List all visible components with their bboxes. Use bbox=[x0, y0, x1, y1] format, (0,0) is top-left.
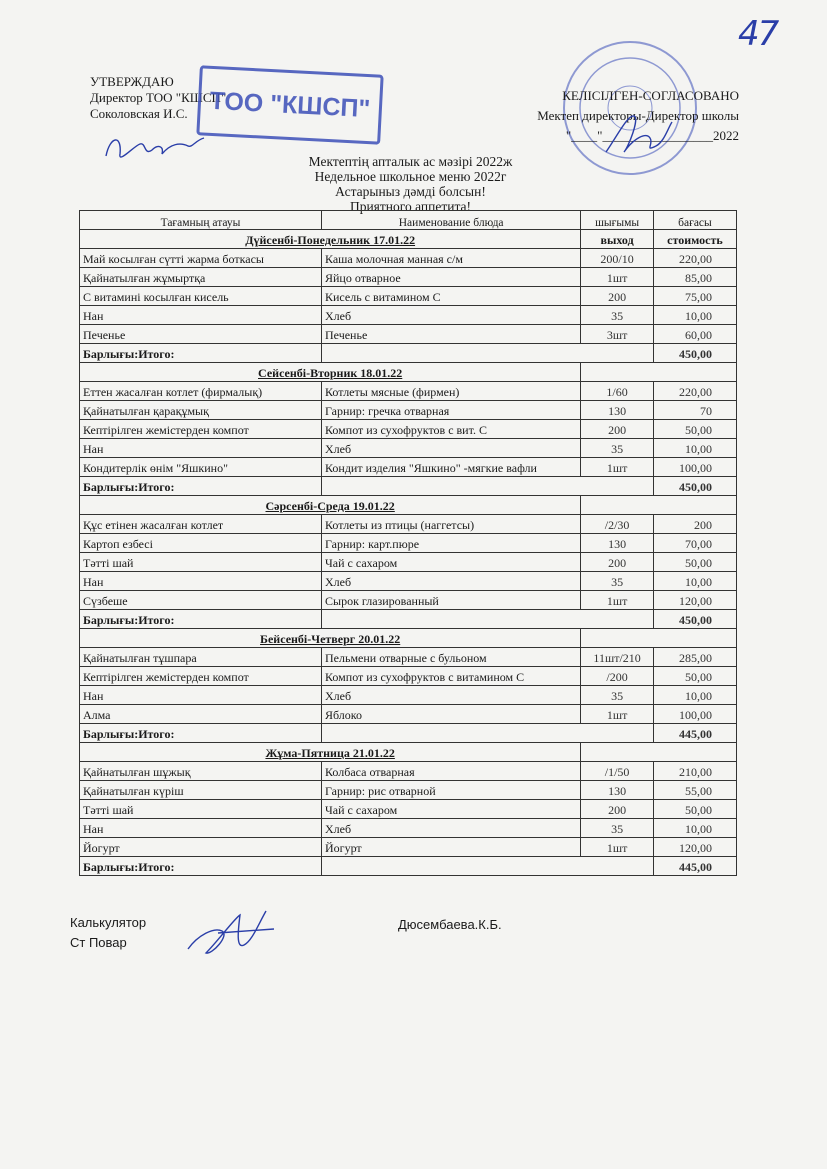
total-value: 450,00 bbox=[653, 610, 736, 629]
dish-name-ru: Хлеб bbox=[322, 819, 581, 838]
dish-portion: 11шт/210 bbox=[581, 648, 654, 667]
table-row bbox=[80, 800, 737, 819]
menu-table-body bbox=[80, 211, 737, 876]
dish-name-ru: Хлеб bbox=[322, 686, 581, 705]
approval-title: УТВЕРЖДАЮ bbox=[90, 74, 174, 89]
total-row bbox=[80, 344, 737, 363]
dish-name-kz: Тәтті шай bbox=[80, 553, 322, 572]
dish-portion: 1шт bbox=[581, 458, 654, 477]
dish-portion: /1/50 bbox=[581, 762, 654, 781]
day-header-row bbox=[80, 230, 737, 249]
table-row bbox=[80, 268, 737, 287]
menu-table bbox=[79, 210, 737, 876]
dish-name-ru: Каша молочная манная с/м bbox=[322, 249, 581, 268]
dish-price: 220,00 bbox=[653, 249, 736, 268]
dish-name-kz: Құс етінен жасалған котлет bbox=[80, 515, 322, 534]
table-row bbox=[80, 382, 737, 401]
table-header-row bbox=[80, 211, 737, 230]
agreed-title: КЕЛІСІЛГЕН-СОГЛАСОВАНО bbox=[562, 88, 739, 103]
stamp-text: ТОО "КШСП" bbox=[209, 86, 371, 123]
dish-price: 70,00 bbox=[653, 534, 736, 553]
total-value: 450,00 bbox=[653, 344, 736, 363]
table-row bbox=[80, 515, 737, 534]
header-qty-ru: выход bbox=[581, 230, 654, 249]
empty-cell bbox=[581, 743, 737, 762]
header-price-ru: стоимость bbox=[653, 230, 736, 249]
dish-name-ru: Пельмени отварные с бульоном bbox=[322, 648, 581, 667]
dish-portion: 200 bbox=[581, 420, 654, 439]
dish-name-kz: Алма bbox=[80, 705, 322, 724]
total-label: Барлығы:Итого: bbox=[80, 610, 322, 629]
day-name: Дүйсенбі-Понедельник 17.01.22 bbox=[80, 230, 581, 249]
total-label: Барлығы:Итого: bbox=[80, 477, 322, 496]
footer-name: Дюсембаева.К.Б. bbox=[398, 917, 502, 932]
dish-name-kz: Кондитерлік өнім "Яшкино" bbox=[80, 458, 322, 477]
empty-cell bbox=[581, 629, 737, 648]
table-row bbox=[80, 553, 737, 572]
heading-kz-title: Мектептің апталык ас мәзірі 2022ж bbox=[308, 154, 513, 169]
dish-price: 55,00 bbox=[653, 781, 736, 800]
table-row bbox=[80, 781, 737, 800]
dish-price: 10,00 bbox=[653, 439, 736, 458]
footer-role-calculator: Калькулятор bbox=[70, 915, 147, 930]
empty-cell bbox=[581, 363, 737, 382]
dish-portion: 35 bbox=[581, 819, 654, 838]
total-row bbox=[80, 857, 737, 876]
dish-price: 220,00 bbox=[653, 382, 736, 401]
header-qty-kz: шығымы bbox=[581, 211, 654, 230]
table-row bbox=[80, 667, 737, 686]
dish-portion: 130 bbox=[581, 781, 654, 800]
total-label: Барлығы:Итого: bbox=[80, 857, 322, 876]
table-row bbox=[80, 249, 737, 268]
day-name: Жұма-Пятница 21.01.22 bbox=[80, 743, 581, 762]
empty-cell bbox=[322, 477, 654, 496]
empty-cell bbox=[322, 610, 654, 629]
table-row bbox=[80, 572, 737, 591]
table-row bbox=[80, 420, 737, 439]
total-label: Барлығы:Итого: bbox=[80, 344, 322, 363]
calculator-signature bbox=[178, 905, 278, 965]
day-header-row bbox=[80, 629, 737, 648]
dish-price: 10,00 bbox=[653, 306, 736, 325]
dish-name-kz: Қайнатылған тұшпара bbox=[80, 648, 322, 667]
dish-name-ru: Гарнир: рис отварной bbox=[322, 781, 581, 800]
dish-portion: 1шт bbox=[581, 705, 654, 724]
dish-name-ru: Чай с сахаром bbox=[322, 800, 581, 819]
dish-price: 100,00 bbox=[653, 705, 736, 724]
table-row bbox=[80, 838, 737, 857]
total-row bbox=[80, 477, 737, 496]
total-value: 445,00 bbox=[653, 857, 736, 876]
dish-name-kz: Печенье bbox=[80, 325, 322, 344]
table-row bbox=[80, 401, 737, 420]
dish-portion: 35 bbox=[581, 439, 654, 458]
dish-name-kz: Нан bbox=[80, 686, 322, 705]
dish-name-kz: Йогурт bbox=[80, 838, 322, 857]
table-row bbox=[80, 306, 737, 325]
heading-kz-wish: Астарыныз дәмді болсын! bbox=[335, 184, 486, 199]
dish-name-kz: Қайнатылған қарақұмық bbox=[80, 401, 322, 420]
dish-portion: 1шт bbox=[581, 591, 654, 610]
dish-price: 70 bbox=[653, 401, 736, 420]
dish-portion: 130 bbox=[581, 401, 654, 420]
empty-cell bbox=[581, 496, 737, 515]
dish-portion: 1шт bbox=[581, 838, 654, 857]
dish-price: 120,00 bbox=[653, 591, 736, 610]
dish-name-kz: Сүзбеше bbox=[80, 591, 322, 610]
dish-price: 50,00 bbox=[653, 667, 736, 686]
heading-ru-title: Недельное школьное меню 2022г bbox=[314, 169, 507, 184]
total-row bbox=[80, 724, 737, 743]
dish-name-ru: Хлеб bbox=[322, 439, 581, 458]
page-number: 47 bbox=[738, 14, 778, 54]
dish-price: 100,00 bbox=[653, 458, 736, 477]
empty-cell bbox=[322, 344, 654, 363]
dish-portion: 130 bbox=[581, 534, 654, 553]
table-row bbox=[80, 705, 737, 724]
dish-portion: 3шт bbox=[581, 325, 654, 344]
dish-portion: 200 bbox=[581, 800, 654, 819]
day-header-row bbox=[80, 496, 737, 515]
dish-price: 10,00 bbox=[653, 819, 736, 838]
empty-cell bbox=[322, 857, 654, 876]
dish-name-ru: Котлеты из птицы (наггетсы) bbox=[322, 515, 581, 534]
dish-price: 10,00 bbox=[653, 686, 736, 705]
table-row bbox=[80, 325, 737, 344]
header-price-kz: бағасы bbox=[653, 211, 736, 230]
table-row bbox=[80, 819, 737, 838]
dish-price: 210,00 bbox=[653, 762, 736, 781]
dish-price: 85,00 bbox=[653, 268, 736, 287]
table-row bbox=[80, 534, 737, 553]
dish-name-ru: Гарнир: карт.пюре bbox=[322, 534, 581, 553]
dish-name-ru: Яйцо отварное bbox=[322, 268, 581, 287]
dish-portion: 35 bbox=[581, 572, 654, 591]
dish-name-kz: Қайнатылған шұжық bbox=[80, 762, 322, 781]
day-name: Сәрсенбі-Среда 19.01.22 bbox=[80, 496, 581, 515]
footer-role-chef: Ст Повар bbox=[70, 935, 127, 950]
dish-name-kz: Нан bbox=[80, 819, 322, 838]
dish-price: 50,00 bbox=[653, 800, 736, 819]
total-value: 450,00 bbox=[653, 477, 736, 496]
table-row bbox=[80, 591, 737, 610]
footer-roles bbox=[70, 913, 146, 953]
dish-name-ru: Хлеб bbox=[322, 572, 581, 591]
dish-price: 50,00 bbox=[653, 420, 736, 439]
table-row bbox=[80, 762, 737, 781]
dish-portion: /200 bbox=[581, 667, 654, 686]
dish-name-ru: Компот из сухофруктов с вит. С bbox=[322, 420, 581, 439]
dish-name-kz: Қайнатылған күріш bbox=[80, 781, 322, 800]
empty-cell bbox=[322, 724, 654, 743]
dish-name-kz: Нан bbox=[80, 306, 322, 325]
dish-portion: 1шт bbox=[581, 268, 654, 287]
agreed-director: Мектеп директоры-Директор школы bbox=[537, 108, 739, 123]
dish-name-kz: Қайнатылған жұмыртқа bbox=[80, 268, 322, 287]
dish-name-kz: Май косылған сүтті жарма боткасы bbox=[80, 249, 322, 268]
header-ru-name: Наименование блюда bbox=[322, 211, 581, 230]
approval-director: Директор ТОО "КШСП" bbox=[90, 90, 227, 105]
dish-name-kz: С витамині косылған кисель bbox=[80, 287, 322, 306]
dish-name-kz: Нан bbox=[80, 572, 322, 591]
total-row bbox=[80, 610, 737, 629]
dish-name-ru: Сырок глазированный bbox=[322, 591, 581, 610]
day-header-row bbox=[80, 743, 737, 762]
dish-name-ru: Котлеты мясные (фирмен) bbox=[322, 382, 581, 401]
dish-portion: 35 bbox=[581, 306, 654, 325]
dish-price: 10,00 bbox=[653, 572, 736, 591]
dish-name-kz: Еттен жасалған котлет (фирмалық) bbox=[80, 382, 322, 401]
dish-price: 285,00 bbox=[653, 648, 736, 667]
dish-price: 50,00 bbox=[653, 553, 736, 572]
dish-name-ru: Компот из сухофруктов с витамином С bbox=[322, 667, 581, 686]
dish-name-ru: Колбаса отварная bbox=[322, 762, 581, 781]
director-signature-right bbox=[598, 108, 678, 158]
dish-name-ru: Хлеб bbox=[322, 306, 581, 325]
header-kz-name: Тағамның атауы bbox=[80, 211, 322, 230]
dish-name-ru: Йогурт bbox=[322, 838, 581, 857]
dish-name-ru: Яблоко bbox=[322, 705, 581, 724]
dish-name-kz: Картоп езбесі bbox=[80, 534, 322, 553]
dish-name-ru: Гарнир: гречка отварная bbox=[322, 401, 581, 420]
company-stamp bbox=[196, 65, 383, 145]
total-label: Барлығы:Итого: bbox=[80, 724, 322, 743]
dish-name-kz: Кептірілген жемістерден компот bbox=[80, 420, 322, 439]
table-row bbox=[80, 458, 737, 477]
dish-portion: 200 bbox=[581, 287, 654, 306]
table-row bbox=[80, 287, 737, 306]
day-name: Бейсенбі-Четверг 20.01.22 bbox=[80, 629, 581, 648]
dish-price: 75,00 bbox=[653, 287, 736, 306]
approval-director-name: Соколовская И.С. bbox=[90, 106, 188, 121]
dish-name-ru: Печенье bbox=[322, 325, 581, 344]
dish-name-kz: Тәтті шай bbox=[80, 800, 322, 819]
dish-portion: /2/30 bbox=[581, 515, 654, 534]
heading-ru-wish: Приятного аппетита! bbox=[349, 199, 472, 214]
dish-portion: 200 bbox=[581, 553, 654, 572]
table-row bbox=[80, 439, 737, 458]
agreed-date-line: "____"_________________2022 bbox=[565, 128, 739, 143]
table-row bbox=[80, 648, 737, 667]
total-value: 445,00 bbox=[653, 724, 736, 743]
dish-name-ru: Кисель с витамином С bbox=[322, 287, 581, 306]
dish-portion: 35 bbox=[581, 686, 654, 705]
dish-portion: 200/10 bbox=[581, 249, 654, 268]
day-header-row bbox=[80, 363, 737, 382]
dish-portion: 1/60 bbox=[581, 382, 654, 401]
table-row bbox=[80, 686, 737, 705]
day-name: Сейсенбі-Вторник 18.01.22 bbox=[80, 363, 581, 382]
dish-name-ru: Чай с сахаром bbox=[322, 553, 581, 572]
dish-price: 200 bbox=[653, 515, 736, 534]
dish-name-ru: Кондит изделия "Яшкино" -мягкие вафли bbox=[322, 458, 581, 477]
dish-name-kz: Нан bbox=[80, 439, 322, 458]
dish-price: 60,00 bbox=[653, 325, 736, 344]
dish-name-kz: Кептірілген жемістерден компот bbox=[80, 667, 322, 686]
menu-headings bbox=[0, 154, 827, 214]
dish-price: 120,00 bbox=[653, 838, 736, 857]
